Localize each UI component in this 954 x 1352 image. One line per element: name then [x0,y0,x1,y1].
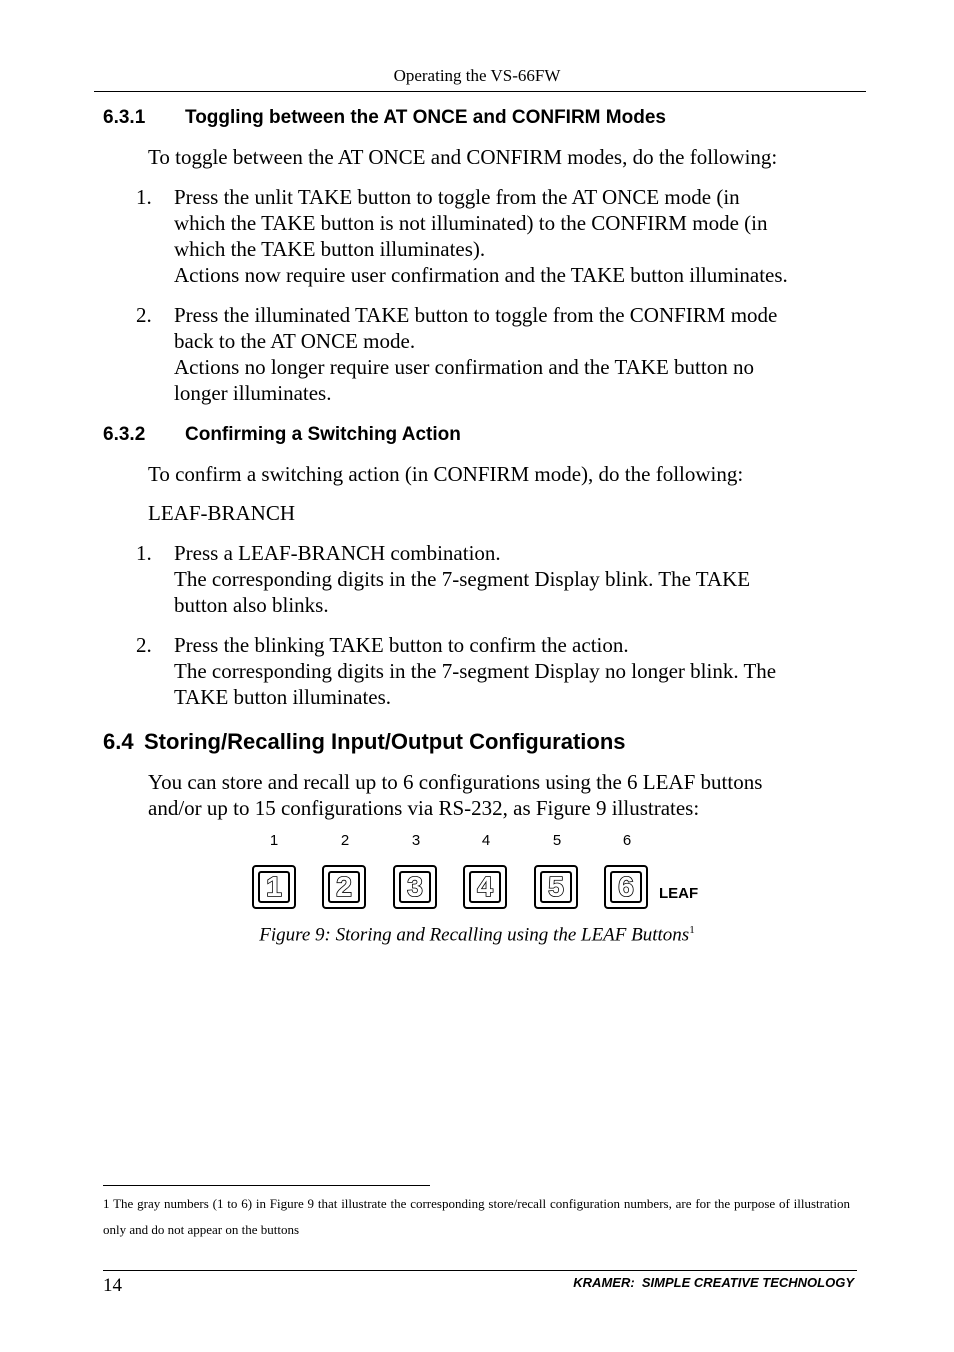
list-line: The corresponding digits in the 7-segment Display blink. The TAKE [174,567,751,591]
footer-brand: KRAMER: SIMPLE CREATIVE TECHNOLOGY [573,1275,854,1290]
leaf-button-1 [252,865,296,909]
button-digit: 2 [336,871,352,902]
list-line: Press the illuminated TAKE button to toggle from the CONFIRM mode [174,303,778,327]
list-line: which the TAKE button is not illuminated) to the CONFIRM mode (in [174,211,768,235]
config-number: 3 [411,832,421,849]
header-rule [94,91,866,92]
list-item [136,540,751,618]
running-header: Operating the VS-66FW [393,66,561,85]
list-line: TAKE button illuminates. [174,685,392,709]
list-line: which the TAKE button illuminates). [174,237,486,261]
leaf-button-6 [604,865,648,909]
footnote-rule [103,1185,430,1186]
section-6-3-2-heading [103,424,863,448]
config-number: 6 [622,832,632,849]
section-6-3-2-subheading: LEAF-BRANCH [148,501,296,525]
figure-caption [0,924,954,946]
section-6-4-body [148,769,762,821]
section-title: Storing/Recalling Input/Output Configurations [144,729,626,754]
list-line: back to the AT ONCE mode. [174,329,416,353]
list-line: Press the unlit TAKE button to toggle from the AT ONCE mode (in [174,185,740,209]
leaf-label: LEAF [659,885,699,902]
list-line: Press the blinking TAKE button to confirm the action. [174,633,629,657]
list-item [136,632,777,710]
section-number: 6.3.2 [103,424,146,445]
leaf-button-3 [393,865,437,909]
section-6-4-heading [103,729,863,757]
list-line: The corresponding digits in the 7-segment Display no longer blink. The [174,659,777,683]
footnote-reference: 1 [689,924,695,936]
body-line: and/or up to 15 configurations via RS-232, as Figure 9 illustrates: [148,796,700,820]
section-6-3-1-heading [103,107,863,131]
footnote: 1 The gray numbers (1 to 6) in Figure 9 that illustrate the corresponding store/recall configuration numbers, are for the purpose of illustration only and do not appear on the buttons [103,1196,850,1237]
list-marker: 2. [136,633,152,657]
list-line: Press a LEAF-BRANCH combination. [174,541,501,565]
section-6-3-1-intro: To toggle between the AT ONCE and CONFIRM modes, do the following: [148,145,778,169]
button-digit: 3 [407,871,423,902]
list-marker: 1. [136,185,152,209]
section-title: Toggling between the AT ONCE and CONFIRM Modes [185,107,666,128]
section-number: 6.4 [103,729,134,754]
page-number: 14 [103,1275,122,1296]
section-6-3-2-intro: To confirm a switching action (in CONFIRM mode), do the following: [148,462,744,486]
list-line: Actions now require user confirmation and the TAKE button illuminates. [174,263,788,287]
list-marker: 1. [136,541,152,565]
caption-text: Figure 9: Storing and Recalling using the LEAF Buttons [259,924,690,946]
config-number: 4 [481,832,491,849]
leaf-button-2 [322,865,366,909]
leaf-button-4 [463,865,507,909]
button-digit: 1 [266,871,282,902]
section-title: Confirming a Switching Action [185,424,461,445]
footer-rule [103,1270,857,1271]
config-number: 1 [269,832,279,849]
section-number: 6.3.1 [103,107,146,128]
config-number: 5 [552,832,562,849]
config-number: 2 [340,832,350,849]
list-marker: 2. [136,303,152,327]
button-digit: 5 [548,871,564,902]
list-line: Actions no longer require user confirmation and the TAKE button no [174,355,754,379]
leaf-button-5 [534,865,578,909]
list-item [136,184,788,288]
list-line: longer illuminates. [174,381,332,405]
list-item [136,302,778,406]
list-line: button also blinks. [174,593,329,617]
button-digit: 4 [477,871,493,902]
body-line: You can store and recall up to 6 configurations using the 6 LEAF buttons [148,770,763,794]
button-digit: 6 [618,871,634,902]
